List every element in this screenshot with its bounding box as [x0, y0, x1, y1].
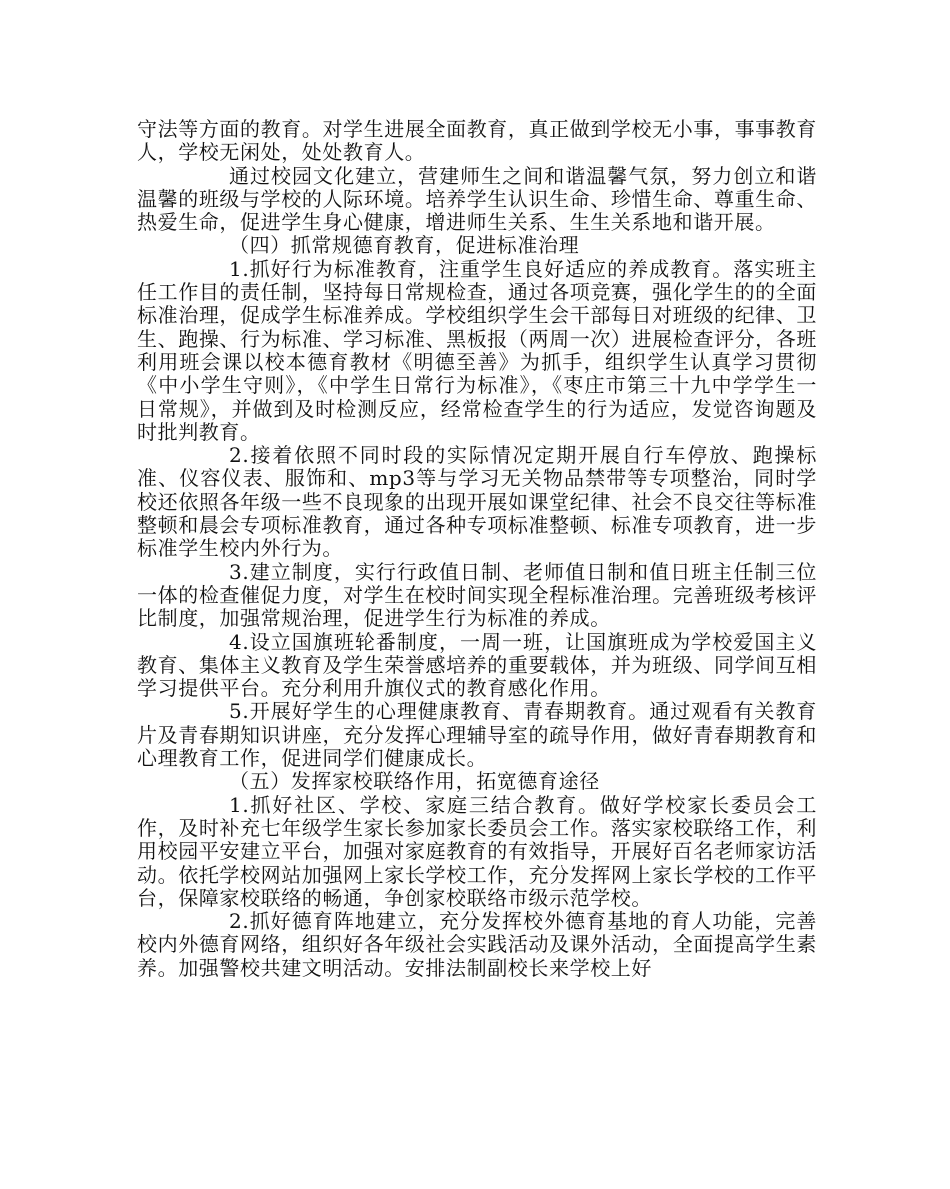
section-heading-5: （五）发挥家校联络作用，拓宽德育途径 [229, 769, 600, 794]
paragraph-item-4-4: 4.设立国旗班轮番制度，一周一班，让国旗班成为学校爱国主义教育、集体主义教育及学生荣誉感培养的重要载体，并为班级、同学间互相学习提供平台。充分利用升旗仪式的教育感化作用。 [137, 629, 817, 701]
section-heading-4: （四）抓常规德育教育，促进标准治理 [229, 233, 580, 258]
paragraph-item-4-2: 2.接着依照不同时段的实际情况定期开展自行车停放、跑操标准、仪容仪表、服饰和、mp3等与学习无关物品禁带等专项整治，同时学校还依照各年级一些不良现象的出现开展如课堂纪律、社会不良交往等标准整顿和晨会专项标准教育，通过各种专项标准整顿、标准专项教育，进一步标准学生校内外行为。 [137, 443, 817, 561]
paragraph-item-4-3: 3.建立制度，实行行政值日制、老师值日制和值日班主任制三位一体的检查催促力度，对学生在校时间实现全程标准治理。完善班级考核评比制度，加强常规治理，促进学生行为标准的养成。 [137, 559, 817, 631]
paragraph-continuation: 守法等方面的教育。对学生进展全面教育，真正做到学校无小事，事事教育人，学校无闲处，处处教育人。 [137, 117, 817, 165]
document-body [137, 118, 817, 980]
paragraph-item-5-1: 1.抓好社区、学校、家庭三结合教育。做好学校家长委员会工作，及时补充七年级学生家长参加家长委员会工作。落实家校联络工作，利用校园平安建立平台，加强对家庭教育的有效指导，开展好百名老师家访活动。依托学校网站加强网上家长学校工作，充分发挥网上家长学校的工作平台，保障家校联络的畅通，争创家校联络市级示范学校。 [137, 792, 817, 910]
paragraph-campus-culture: 通过校园文化建立，营建师生之间和谐温馨气氛，努力创立和谐温馨的班级与学校的人际环境。培养学生认识生命、珍惜生命、尊重生命、热爱生命，促进学生身心健康，增进师生关系、生生关系地和谐开展。 [137, 163, 817, 235]
paragraph-item-4-5: 5.开展好学生的心理健康教育、青春期教育。通过观看有关教育片及青春期知识讲座，充分发挥心理辅导室的疏导作用，做好青春期教育和心理教育工作，促进同学们健康成长。 [137, 699, 817, 771]
paragraph-item-5-2: 2.抓好德育阵地建立，充分发挥校外德育基地的育人功能，完善校内外德育网络，组织好各年级社会实践活动及课外活动，全面提高学生素养。加强警校共建文明活动。安排法制副校长来学校上好 [137, 909, 817, 980]
paragraph-item-4-1: 1.抓好行为标准教育，注重学生良好适应的养成教育。落实班主任工作目的责任制，坚持每日常规检查，通过各项竞赛，强化学生的的全面标准治理，促成学生标准养成。学校组织学生会干部每日对班级的纪律、卫生、跑操、行为标准、学习标准、黑板报（两周一次）进展检查评分，各班利用班会课以校本德育教材《明德至善》为抓手，组织学生认真学习贯彻《中小学生守则》，《中学生日常行为标准》，《枣庄市第三十九中学学生一日常规》，并做到及时检测反应，经常检查学生的行为适应，发觉咨询题及时批判教育。 [137, 256, 817, 444]
